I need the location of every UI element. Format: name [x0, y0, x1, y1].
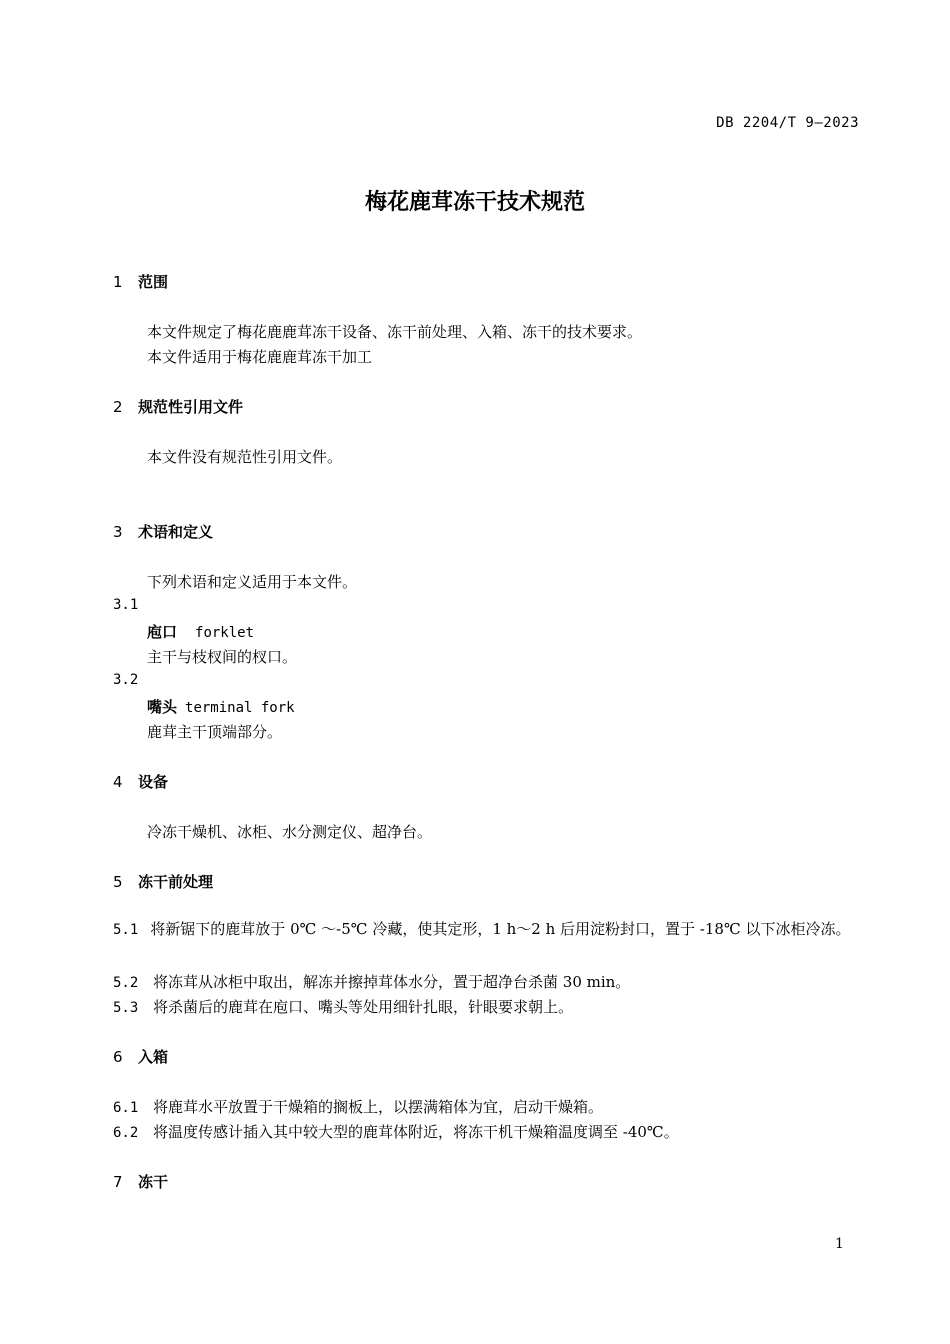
list-item: [113, 1096, 603, 1117]
list-item: [113, 971, 630, 992]
list-item: [113, 1121, 679, 1142]
item-text: 将鹿茸水平放置于干燥箱的搁板上，以摆满箱体为宜，启动干燥箱。: [153, 1098, 604, 1116]
item-number: 5.3: [113, 1000, 139, 1016]
section-heading-loading: [113, 1046, 168, 1067]
item-text: 将新锯下的鹿茸放于 0℃ ～-5℃ 冷藏，使其定形，1 h～2 h 后用淀粉封口，置于 -18℃ 以下冰柜冷冻。: [150, 920, 851, 938]
section-title: 入箱: [138, 1048, 169, 1066]
term-english: forklet: [195, 625, 255, 641]
term-english: terminal fork: [185, 700, 295, 716]
term-definition: 主干与枝杈间的杈口。: [147, 648, 298, 666]
section-number: 6: [113, 1048, 123, 1066]
section-heading-normative-references: [113, 396, 243, 417]
item-number: 6.1: [113, 1100, 139, 1116]
paragraph: 本文件适用于梅花鹿鹿茸冻干加工: [147, 348, 373, 366]
section-number: 3: [113, 523, 123, 541]
list-item: [113, 917, 863, 943]
term-entry: [147, 621, 254, 642]
item-text: 将温度传感计插入其中较大型的鹿茸体附近，将冻干机干燥箱温度调至 -40℃。: [153, 1123, 679, 1141]
term-definition: 鹿茸主干顶端部分。: [147, 723, 283, 741]
list-item: [113, 996, 573, 1017]
term-number: 3.2: [113, 672, 139, 688]
document-title: 梅花鹿茸冻干技术规范: [364, 190, 585, 215]
paragraph: 本文件没有规范性引用文件。: [147, 448, 343, 466]
term-number: 3.1: [113, 597, 139, 613]
document-number: DB 2204/T 9—2023: [716, 115, 859, 131]
paragraph: 冷冻干燥机、冰柜、水分测定仪、超净台。: [147, 823, 433, 841]
paragraph: 本文件规定了梅花鹿鹿茸冻干设备、冻干前处理、入箱、冻干的技术要求。: [147, 323, 643, 341]
term-entry: [147, 696, 295, 717]
section-number: 7: [113, 1173, 123, 1191]
section-number: 2: [113, 398, 123, 416]
item-number: 5.1: [113, 922, 139, 938]
page-number: 1: [835, 1236, 844, 1252]
section-number: 4: [113, 773, 123, 791]
section-title: 设备: [138, 773, 169, 791]
section-heading-pretreatment: [113, 871, 213, 892]
section-title: 冻干前处理: [138, 873, 214, 891]
paragraph: 下列术语和定义适用于本文件。: [147, 573, 358, 591]
section-heading-scope: [113, 271, 168, 292]
section-number: 5: [113, 873, 123, 891]
section-number: 1: [113, 273, 123, 291]
section-heading-terms: [113, 521, 213, 542]
item-text: 将冻茸从冰柜中取出，解冻并擦掉茸体水分，置于超净台杀菌 30 min。: [153, 973, 631, 991]
section-title: 规范性引用文件: [138, 398, 244, 416]
section-title: 冻干: [138, 1173, 169, 1191]
section-title: 范围: [138, 273, 169, 291]
term-chinese: 嘴头: [147, 698, 178, 716]
item-text: 将杀菌后的鹿茸在庖口、嘴头等处用细针扎眼，针眼要求朝上。: [153, 998, 574, 1016]
section-heading-equipment: [113, 771, 168, 792]
item-number: 5.2: [113, 975, 139, 991]
section-title: 术语和定义: [138, 523, 214, 541]
item-number: 6.2: [113, 1125, 139, 1141]
term-chinese: 庖口: [147, 623, 178, 641]
section-heading-freeze-drying: [113, 1171, 168, 1192]
